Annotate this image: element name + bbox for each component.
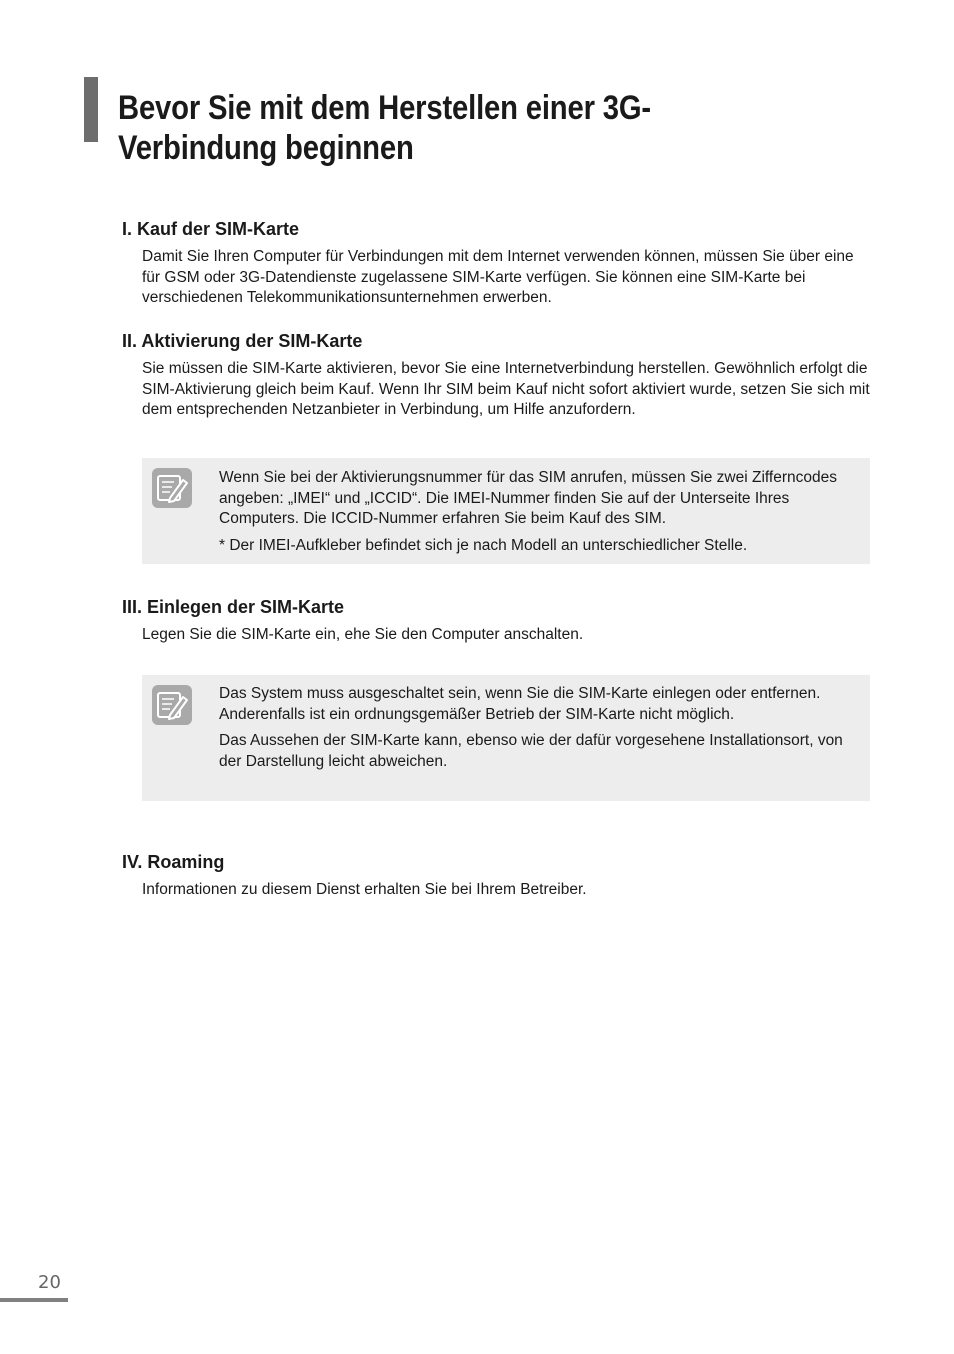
note-paragraph: * Der IMEI-Aufkleber befindet sich je nach Modell an unterschiedlicher Stelle. xyxy=(219,536,748,554)
note-box-activation xyxy=(142,458,870,564)
section-heading-sim-insert: III. Einlegen der SIM-Karte xyxy=(122,597,345,617)
note-paragraph: Das Aussehen der SIM-Karte kann, ebenso wie der dafür vorgesehene Installationsort, von der Darstellung leicht abweichen. xyxy=(219,732,843,770)
section-heading-sim-purchase: I. Kauf der SIM-Karte xyxy=(122,219,300,239)
section-body-sim-purchase: Damit Sie Ihren Computer für Verbindungen mit dem Internet verwenden können, müssen Sie über eine für GSM oder 3G-Datendienste zugelassene SIM-Karte verfügen. Sie können eine SIM-Karte bei verschiedenen Telekommunikationsunternehmen erwerben. xyxy=(142,248,854,307)
note-paragraph: Wenn Sie bei der Aktivierungsnummer für das SIM anrufen, müssen Sie zwei Zifferncodes angeben: „IMEI“ und „ICCID“. Die IMEI-Nummer finden Sie auf der Unterseite Ihres Computers. Die ICCID-Nummer erfahren Sie beim Kauf des SIM. xyxy=(219,469,837,528)
section-body-sim-activation: Sie müssen die SIM-Karte aktivieren, bevor Sie eine Internetverbindung herstellen. Gewöhnlich erfolgt die SIM-Aktivierung gleich beim Kauf. Wenn Ihr SIM beim Kauf nicht sofort aktiviert wurde, setzen Sie sich mit dem entsprechenden Netzanbieter in Verbindung, um Hilfe anzufordern. xyxy=(142,360,870,419)
section-body-sim-insert: Legen Sie die SIM-Karte ein, ehe Sie den Computer anschalten. xyxy=(142,626,584,643)
note-paragraph: Das System muss ausgeschaltet sein, wenn Sie die SIM-Karte einlegen oder entfernen. Anderenfalls ist ein ordnungsgemäßer Betrieb der SIM-Karte nicht möglich. xyxy=(219,685,821,723)
title-accent-bar xyxy=(84,77,98,142)
page-number-underline xyxy=(0,1298,68,1302)
section-heading-sim-activation: II. Aktivierung der SIM-Karte xyxy=(122,331,363,351)
pencil-note-icon xyxy=(152,685,192,725)
page-title: Bevor Sie mit dem Herstellen einer 3G-Verbindung beginnen xyxy=(118,89,651,167)
note-box-insert xyxy=(142,675,870,801)
section-heading-roaming: IV. Roaming xyxy=(122,852,225,872)
note-text-insert xyxy=(219,684,849,772)
note-text-activation xyxy=(219,468,849,556)
pencil-note-icon xyxy=(152,468,192,508)
page-number: 20 xyxy=(38,1272,61,1293)
section-body-roaming: Informationen zu diesem Dienst erhalten Sie bei Ihrem Betreiber. xyxy=(142,881,587,898)
